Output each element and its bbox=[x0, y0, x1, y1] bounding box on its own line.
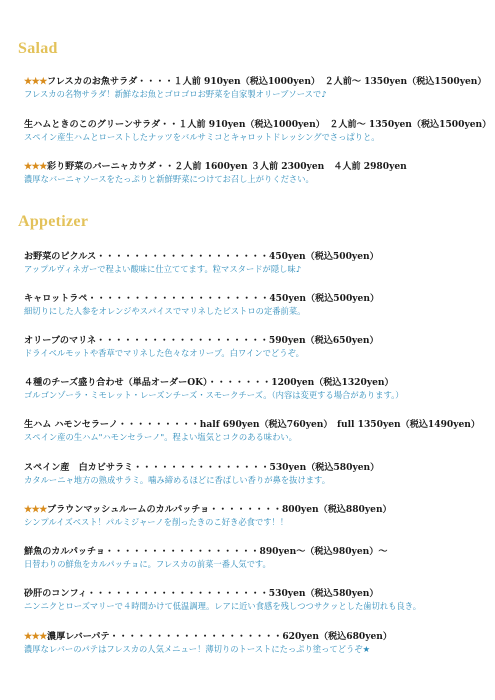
menu-item bbox=[24, 293, 486, 317]
menu-item bbox=[24, 119, 492, 143]
item-name-price: オリーブのマリネ・・・・・・・・・・・・・・・・・・・590yen（税込650yen） bbox=[24, 335, 379, 346]
menu-item bbox=[24, 335, 486, 359]
appetizer-heading: Appetizer bbox=[18, 213, 89, 230]
item-description: 濃厚なレバーのパテはフレスカの人気メニュー！薄切りのトーストにたっぷり塗ってどうぞ★ bbox=[24, 644, 371, 654]
item-line bbox=[24, 293, 486, 305]
menu-item bbox=[24, 588, 486, 612]
item-line bbox=[24, 588, 486, 600]
item-name-price: 鮮魚のカルパッチョ・・・・・・・・・・・・・・・・・890yen～（税込980yen）～ bbox=[24, 546, 388, 557]
menu-item bbox=[24, 161, 486, 185]
menu-item bbox=[24, 631, 486, 655]
item-description: スペイン産生ハムとローストしたナッツをバルサミコとキャロットドレッシングでさっぱりと。 bbox=[24, 132, 380, 142]
item-line bbox=[24, 546, 486, 558]
item-line bbox=[24, 119, 492, 131]
menu-item bbox=[24, 377, 486, 401]
item-description: ドライベルモットや香草でマリネした色々なオリーブ。白ワインでどうぞ。 bbox=[24, 348, 304, 358]
item-line bbox=[24, 76, 486, 88]
item-description: カタルーニャ地方の熟成サラミ。噛み締めるほどに香ばしい香りが鼻を抜けます。 bbox=[24, 475, 330, 485]
item-name-price: ４種のチーズ盛り合わせ（単品オーダーOK）・・・・・・・1200yen（税込1320yen） bbox=[24, 377, 394, 388]
item-line bbox=[24, 419, 486, 431]
item-description: ゴルゴンゾーラ・ミモレット・レーズンチーズ・スモークチーズ。（内容は変更する場合があります。） bbox=[24, 390, 404, 400]
item-line bbox=[24, 462, 486, 474]
item-line bbox=[24, 631, 486, 643]
menu-item bbox=[24, 76, 486, 100]
item-description: ニンニクとローズマリーで４時間かけて低温調理。レアに近い食感を残しつつサクッとした歯切れも良き。 bbox=[24, 601, 422, 611]
item-description: 濃厚なバーニャソースをたっぷりと新鮮野菜につけてお召し上がりください。 bbox=[24, 174, 314, 184]
item-line bbox=[24, 161, 486, 173]
item-description: 細切りにした人参をオレンジやスパイスでマリネしたビストロの定番前菜。 bbox=[24, 306, 306, 316]
item-name-price: 砂肝のコンフィ・・・・・・・・・・・・・・・・・・・・530yen（税込580yen） bbox=[24, 588, 379, 599]
item-description: 日替わりの鮮魚をカルパッチョに。フレスカの前菜一番人気です。 bbox=[24, 559, 271, 569]
item-name-price: 生ハム ハモンセラーノ・・・・・・・・・half 690yen（税込760yen） full 1350yen（税込1490yen） bbox=[24, 419, 481, 430]
item-name-price: フレスカのお魚サラダ・・・・１人前 910yen（税込1000yen） ２人前～ 1350yen（税込1500yen） bbox=[46, 76, 487, 87]
item-name-price: 生ハムときのこのグリーンサラダ・・１人前 910yen（税込1000yen） ２人前～ 1350yen（税込1500yen） bbox=[24, 119, 492, 130]
salad-heading: Salad bbox=[18, 40, 58, 57]
menu-item bbox=[24, 251, 486, 275]
item-description: シンプルイズベスト！パルミジャーノを削ったきのこ好き必食です！！ bbox=[24, 517, 289, 527]
item-name-price: キャロットラペ・・・・・・・・・・・・・・・・・・・・450yen（税込500yen） bbox=[24, 293, 380, 304]
item-line bbox=[24, 504, 486, 516]
menu-item bbox=[24, 419, 486, 443]
menu-item bbox=[24, 546, 486, 570]
item-description: アップルヴィネガーで程よい酸味に仕立ててます。粒マスタードが隠し味♪ bbox=[24, 264, 302, 274]
item-name-price: スペイン産 白カビサラミ・・・・・・・・・・・・・・・530yen（税込580yen） bbox=[24, 462, 380, 473]
item-line bbox=[24, 335, 486, 347]
item-name-price: 濃厚レバーパテ・・・・・・・・・・・・・・・・・・・620yen（税込680yen） bbox=[46, 631, 393, 642]
star-rating-icon: ★★★ bbox=[24, 76, 47, 87]
star-rating-icon: ★★★ bbox=[24, 161, 47, 172]
item-line bbox=[24, 251, 486, 263]
item-description: フレスカの名物サラダ！新鮮なお魚とゴロゴロお野菜を自家製オリーブソースで♪ bbox=[24, 89, 327, 99]
menu-item bbox=[24, 504, 486, 528]
star-rating-icon: ★★★ bbox=[24, 631, 47, 642]
item-name-price: ブラウンマッシュルームのカルパッチョ・・・・・・・・800yen（税込880yen） bbox=[46, 504, 392, 515]
item-name-price: お野菜のピクルス・・・・・・・・・・・・・・・・・・・450yen（税込500yen） bbox=[24, 251, 379, 262]
item-line bbox=[24, 377, 486, 389]
menu-item bbox=[24, 462, 486, 486]
item-description: スペイン産の生ハム"ハモンセラーノ"。程よい塩気とコクのある味わい。 bbox=[24, 432, 297, 442]
item-name-price: 彩り野菜のバーニャカウダ・・２人前 1600yen ３人前 2300yen ４人前 2980yen bbox=[46, 161, 407, 172]
star-rating-icon: ★★★ bbox=[24, 504, 47, 515]
